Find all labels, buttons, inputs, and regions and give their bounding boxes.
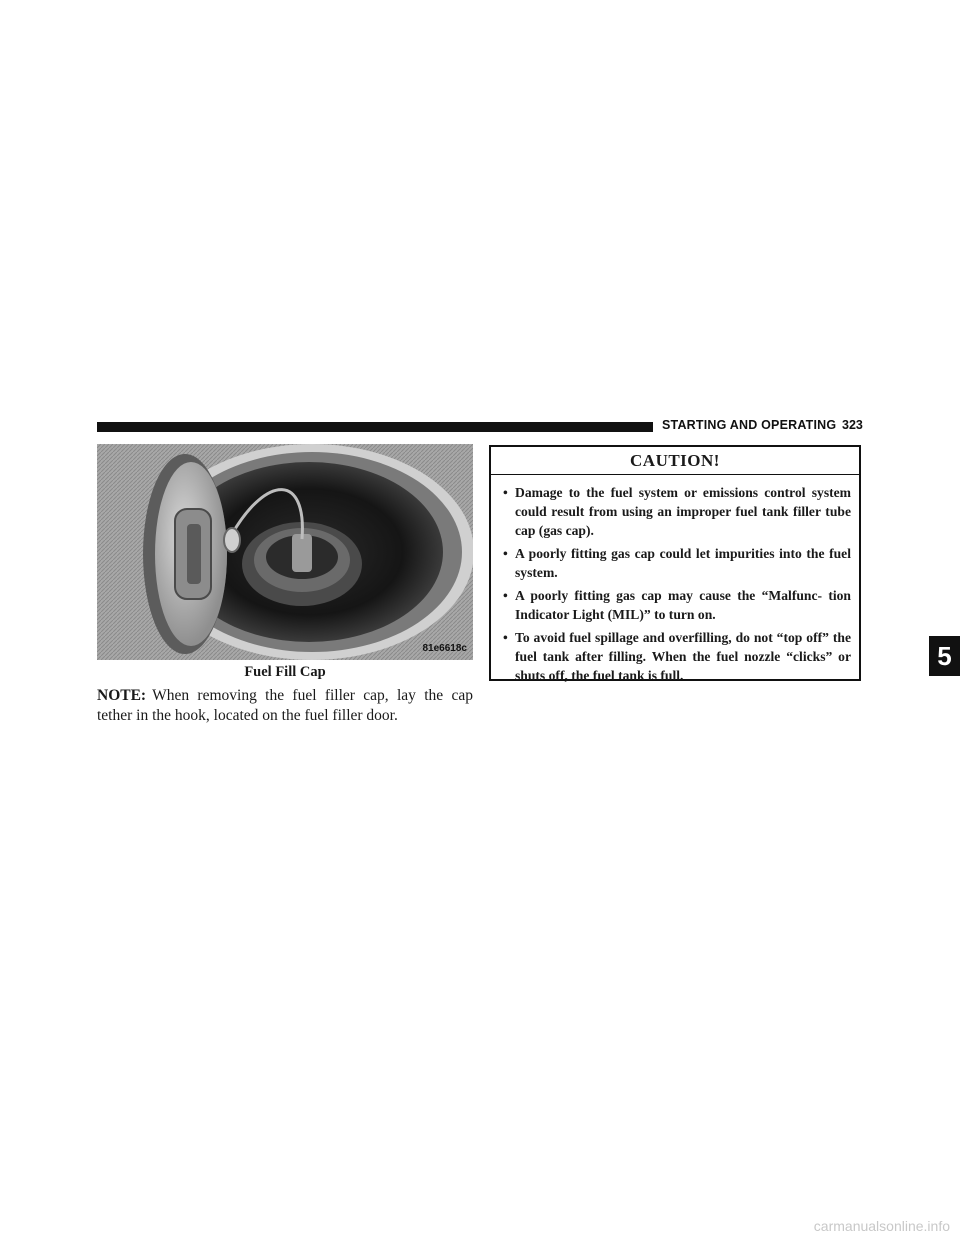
note-paragraph [97,686,473,726]
caution-text: To avoid fuel spillage and overfilling, do not “top off” the fuel tank after filling. When the fuel nozzle “clicks” or shuts off, the fuel tank is full. [515,630,851,683]
caution-box [489,445,861,681]
fuel-fill-cap-figure [97,444,473,660]
bullet: • [503,630,508,645]
note-text: When removing the fuel filler cap, lay the cap tether in the hook, located on the fuel filler door. [97,687,473,724]
caution-title: CAUTION! [491,447,859,475]
header-rule [97,422,653,432]
page-number: 323 [842,418,863,432]
bullet: • [503,485,508,500]
watermark: carmanualsonline.info [813,1218,950,1234]
caution-item [503,628,851,685]
caution-item [503,544,851,582]
caution-text: A poorly fitting gas cap may cause the “Malfunc- tion Indicator Light (MIL)” to turn on. [515,588,851,622]
caution-text: A poorly fitting gas cap could let impurities into the fuel system. [515,546,851,580]
note-label: NOTE: [97,687,147,704]
caution-item [503,483,851,540]
bullet: • [503,588,508,603]
section-title: STARTING AND OPERATING [662,418,837,432]
fuel-cap-illustration [97,444,473,660]
figure-code: 81e6618c [422,643,467,654]
chapter-tab: 5 [929,636,960,676]
figure-caption: Fuel Fill Cap [244,664,326,680]
caution-text: Damage to the fuel system or emissions control system could result from using an improper fuel tank filler tube cap (gas cap). [515,485,851,538]
caution-item [503,586,851,624]
caution-list [491,475,859,685]
bullet: • [503,546,508,561]
